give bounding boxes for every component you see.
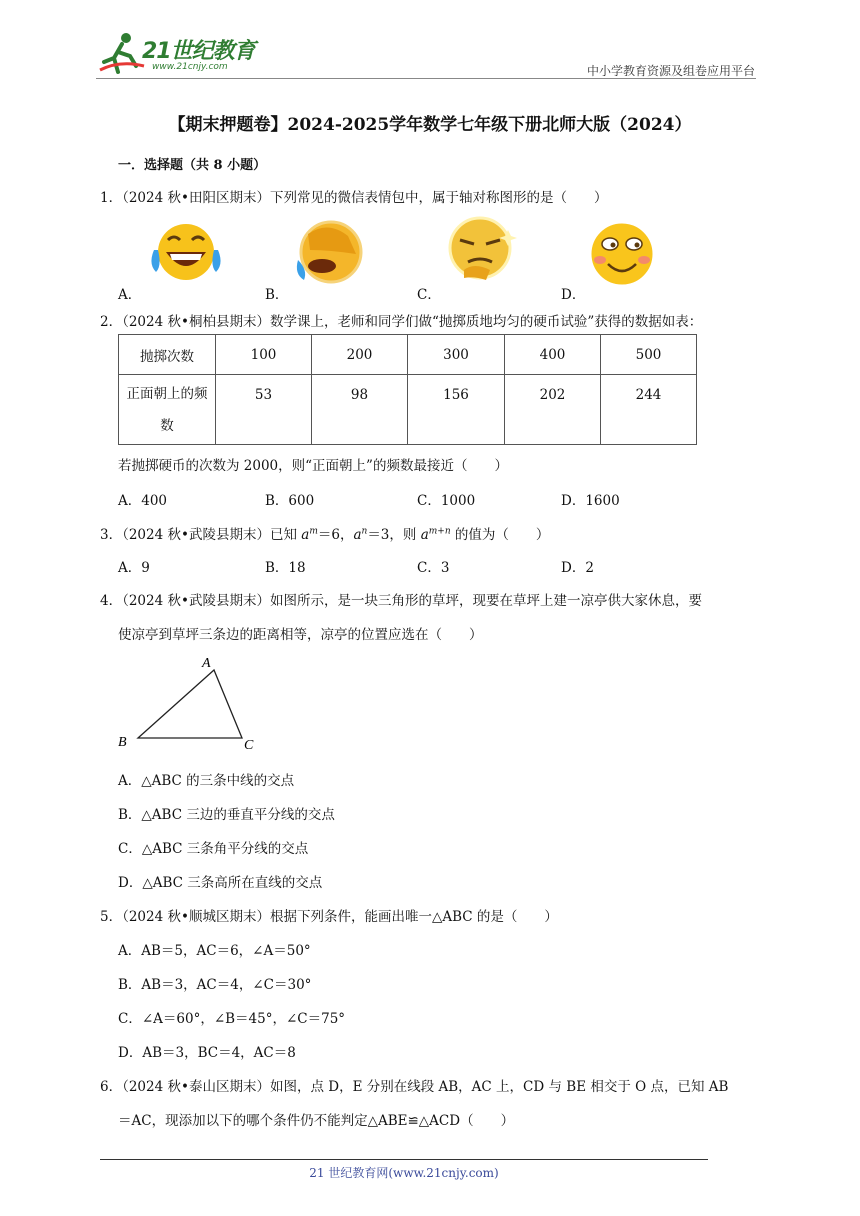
table-cell: 300 [408, 335, 505, 375]
q6-stem-line2: ＝AC，现添加以下的哪个条件仍不能判定△ABE≌△ACD（ ） [118, 1113, 515, 1129]
q4-stem-line2: 使凉亭到草坪三条边的距离相等，凉亭的位置应选在（ ） [118, 627, 483, 643]
section-heading: 一．选择题（共 8 小题） [118, 158, 267, 173]
q1-option-b: B． [265, 287, 289, 303]
table-cell: 98 [312, 375, 408, 445]
q3-var-a3: a [420, 527, 429, 543]
q4-option-b: B．△ABC 三边的垂直平分线的交点 [118, 807, 335, 823]
q1-option-d: D． [561, 287, 586, 303]
table-cell: 244 [601, 375, 697, 445]
q2-option-c: C．1000 [417, 493, 476, 509]
q3-exp-n: n [361, 526, 368, 537]
q5-option-b: B．AB＝3，AC＝4，∠C＝30° [118, 977, 312, 993]
q3-var-a: a [301, 527, 310, 543]
table-cell: 53 [216, 375, 312, 445]
table-row [119, 335, 697, 375]
smiley-emoji-icon [584, 218, 660, 288]
table-row [119, 375, 697, 445]
q3-prefix: 3．（2024 秋•武陵县期末）已知 [100, 527, 302, 543]
q5-option-d: D．AB＝3，BC＝4，AC＝8 [118, 1045, 296, 1061]
header-platform-text: 中小学教育资源及组卷应用平台 [586, 64, 755, 78]
triangle-shape [138, 670, 242, 738]
q1-option-a: A． [118, 287, 142, 303]
footer-text: 21 世纪教育网(www.21cnjy.com) [309, 1166, 499, 1180]
q3-suffix: 的值为（ ） [450, 527, 550, 543]
q1-stem: 1．（2024 秋•田阳区期末）下列常见的微信表情包中，属于轴对称图形的是（ ） [100, 190, 608, 206]
q3-eq2: ＝3，则 [367, 527, 421, 543]
table-cell: 400 [505, 335, 601, 375]
logo-url: www.21cnjy.com [152, 62, 228, 72]
table-cell [119, 375, 216, 445]
table-header-line: 正面朝上的频 [126, 385, 208, 402]
q2-option-d: D．1600 [561, 493, 620, 509]
footer-divider [100, 1159, 708, 1160]
table-cell: 200 [312, 335, 408, 375]
q5-stem: 5．（2024 秋•顺城区期末）根据下列条件，能画出唯一△ABC 的是（ ） [100, 909, 558, 925]
q4-option-a: A．△ABC 的三条中线的交点 [118, 773, 295, 789]
triangle-abc-figure [112, 652, 272, 756]
q3-option-b: B．18 [265, 560, 306, 576]
page-title: 【期末押题卷】2024-2025学年数学七年级下册北师大版（2024） [168, 115, 692, 135]
site-logo [96, 30, 266, 80]
q3-option-c: C．3 [417, 560, 450, 576]
q5-option-a: A．AB＝5，AC＝6，∠A＝50° [118, 943, 311, 959]
table-cell: 100 [216, 335, 312, 375]
q1-option-c: C． [417, 287, 441, 303]
q3-option-a: A．9 [118, 560, 150, 576]
q4-stem-line1: 4．（2024 秋•武陵县期末）如图所示，是一块三角形的草坪，现要在草坪上建一凉亭供大家休息，要 [100, 593, 702, 609]
table-header-line: 数 [160, 417, 174, 434]
logo-text: 21世纪教育 [142, 39, 255, 64]
coin-toss-table [118, 334, 697, 445]
runner-logo-icon [96, 30, 146, 76]
q3-exp-m: m [309, 526, 318, 537]
q2-question: 若抛掷硬币的次数为 2000，则“正面朝上”的频数最接近（ ） [118, 458, 508, 474]
table-cell: 500 [601, 335, 697, 375]
header-divider [96, 78, 756, 79]
vertex-label-c: C [244, 738, 254, 753]
table-cell: 156 [408, 375, 505, 445]
q2-option-b: B．600 [265, 493, 315, 509]
q3-eq1: ＝6， [317, 527, 354, 543]
q6-stem-line1: 6．（2024 秋•泰山区期末）如图，点 D，E 分别在线段 AB，AC 上，CD 与 BE 相交于 O 点，已知 AB [100, 1079, 729, 1095]
vertex-label-b: B [118, 735, 127, 750]
facepalm-emoji-icon [292, 220, 370, 284]
table-cell: 202 [505, 375, 601, 445]
smirk-emoji-icon [442, 216, 522, 282]
q4-option-d: D．△ABC 三条高所在直线的交点 [118, 875, 323, 891]
q2-stem: 2．（2024 秋•桐柏县期末）数学课上，老师和同学们做“抛掷质地均匀的硬币试验”获得的数据如表： [100, 314, 703, 330]
vertex-label-a: A [202, 656, 211, 671]
q3-exp-mn: m+n [428, 526, 451, 537]
laughing-tears-emoji-icon [146, 222, 226, 282]
q4-option-c: C．△ABC 三条角平分线的交点 [118, 841, 309, 857]
q5-option-c: C．∠A＝60°，∠B＝45°，∠C＝75° [118, 1011, 346, 1027]
q2-option-a: A．400 [118, 493, 168, 509]
q3-var-a2: a [353, 527, 362, 543]
q3-stem [100, 523, 549, 543]
q3-option-d: D．2 [561, 560, 594, 576]
table-cell: 抛掷次数 [119, 335, 216, 375]
